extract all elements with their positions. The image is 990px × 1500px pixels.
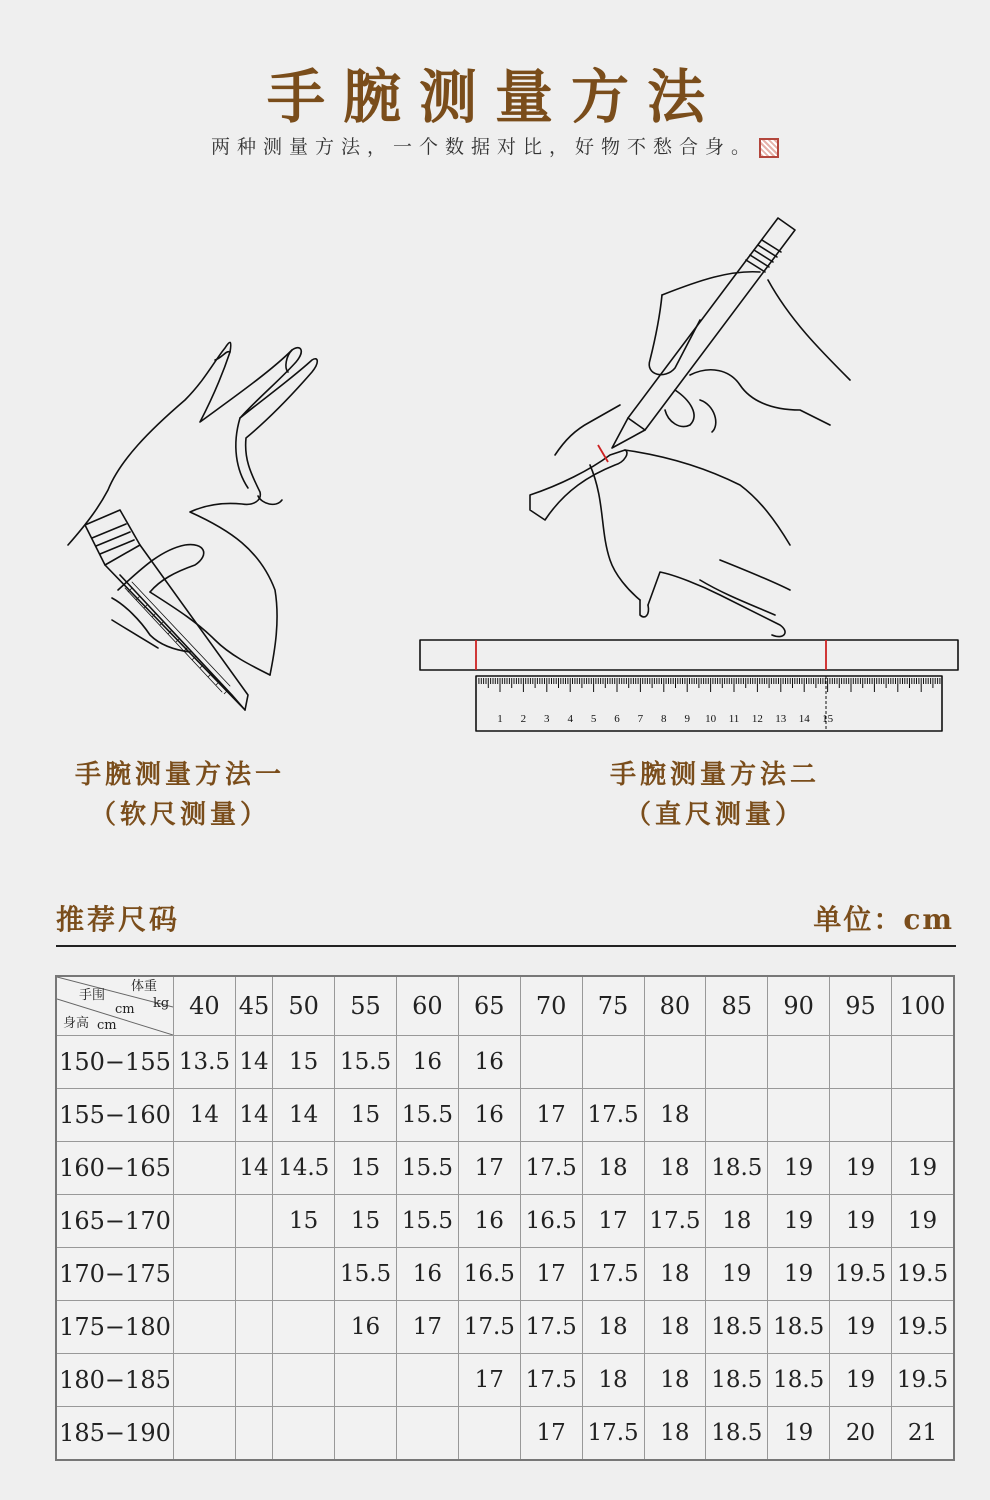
wrist-size-cell: 16 — [458, 1089, 520, 1142]
wrist-size-cell: 16 — [397, 1248, 459, 1301]
method-one-note: （软尺测量） — [89, 800, 270, 830]
section-divider — [56, 945, 956, 947]
ruler-tick-label: 12 — [751, 713, 763, 725]
wrist-size-cell — [174, 1301, 236, 1354]
wrist-size-cell: 19.5 — [892, 1354, 955, 1407]
corner-weight-unit: kg — [153, 996, 170, 1011]
ruler-tick-label: 4 — [567, 713, 573, 725]
wrist-size-cell: 19 — [830, 1301, 892, 1354]
ruler-tick-label: 3 — [544, 713, 550, 725]
wrist-size-cell: 14.5 — [273, 1142, 335, 1195]
ruler-tick-label: 2 — [520, 713, 527, 725]
wrist-size-cell: 18 — [644, 1407, 706, 1461]
ruler-tick-label: 1 — [497, 713, 503, 725]
wrist-size-cell: 20 — [830, 1407, 892, 1461]
wrist-size-cell: 17.5 — [582, 1407, 644, 1461]
wrist-size-cell: 15 — [335, 1089, 397, 1142]
wrist-size-cell: 16 — [458, 1195, 520, 1248]
wrist-size-cell: 19.5 — [892, 1301, 955, 1354]
wrist-size-cell — [174, 1195, 236, 1248]
height-range-cell: 175−180 — [56, 1301, 174, 1354]
ruler-tick-label: 11 — [728, 713, 740, 725]
wrist-size-cell: 18.5 — [706, 1142, 768, 1195]
wrist-size-cell — [520, 1036, 582, 1089]
wrist-size-cell: 14 — [235, 1142, 272, 1195]
size-table-header-row — [56, 976, 954, 1036]
size-table — [55, 975, 955, 1461]
wrist-size-cell: 18 — [644, 1248, 706, 1301]
weight-header-cell: 75 — [582, 976, 644, 1036]
subtitle-text: 两种测量方法，一个数据对比，好物不愁合身。 — [210, 136, 757, 158]
height-range-cell: 160−165 — [56, 1142, 174, 1195]
ruler-tick-label: 6 — [614, 713, 620, 725]
corner-weight-label: 体重 — [131, 979, 158, 994]
wrist-size-cell: 17 — [397, 1301, 459, 1354]
corner-wrist-label: 手围 — [79, 988, 106, 1003]
wrist-size-cell: 18.5 — [706, 1407, 768, 1461]
wrist-size-cell — [892, 1036, 955, 1089]
wrist-size-cell — [830, 1089, 892, 1142]
wrist-size-cell: 16 — [458, 1036, 520, 1089]
wrist-size-cell: 15 — [273, 1195, 335, 1248]
wrist-size-cell: 15.5 — [397, 1142, 459, 1195]
wrist-size-cell: 19 — [768, 1195, 830, 1248]
wrist-size-cell — [174, 1354, 236, 1407]
weight-header-cell: 55 — [335, 976, 397, 1036]
measurement-illustrations — [0, 200, 990, 740]
wrist-size-cell: 18.5 — [706, 1354, 768, 1407]
weight-header-cell: 50 — [273, 976, 335, 1036]
wrist-size-cell: 15 — [273, 1036, 335, 1089]
ruler-tick-label: 9 — [684, 713, 690, 725]
weight-header-cell: 100 — [892, 976, 955, 1036]
wrist-size-cell: 15.5 — [335, 1248, 397, 1301]
weight-header-cell: 85 — [706, 976, 768, 1036]
wrist-size-cell: 15 — [335, 1142, 397, 1195]
ruler-tick-label: 8 — [661, 713, 667, 725]
ruler-tick-label: 15 — [822, 713, 834, 725]
table-row — [56, 1142, 954, 1195]
height-range-cell: 165−170 — [56, 1195, 174, 1248]
wrist-size-cell — [235, 1354, 272, 1407]
wrist-size-cell — [273, 1301, 335, 1354]
table-row — [56, 1248, 954, 1301]
ruler-tick-label: 5 — [590, 713, 597, 725]
wrist-size-cell — [273, 1407, 335, 1461]
wrist-size-cell: 18 — [582, 1301, 644, 1354]
ruler-illustration — [420, 218, 958, 731]
height-range-cell: 155−160 — [56, 1089, 174, 1142]
wrist-size-cell: 19 — [768, 1248, 830, 1301]
table-row — [56, 1407, 954, 1461]
wrist-size-cell: 17.5 — [582, 1248, 644, 1301]
ruler-tick-label: 10 — [705, 713, 717, 725]
weight-header-cell: 40 — [174, 976, 236, 1036]
wrist-size-cell: 18 — [644, 1354, 706, 1407]
method-two-note: （直尺测量） — [624, 800, 805, 830]
wrist-size-cell: 14 — [235, 1089, 272, 1142]
table-row — [56, 1036, 954, 1089]
method-one-title: 手腕测量方法一 — [74, 760, 285, 790]
wrist-size-cell: 17.5 — [582, 1089, 644, 1142]
weight-header-cell: 80 — [644, 976, 706, 1036]
height-range-cell: 170−175 — [56, 1248, 174, 1301]
wrist-size-cell — [830, 1036, 892, 1089]
wrist-size-cell: 19 — [892, 1142, 955, 1195]
wrist-size-cell: 17.5 — [520, 1301, 582, 1354]
corner-height-label: 身高 — [63, 1016, 90, 1031]
wrist-size-cell: 15.5 — [397, 1195, 459, 1248]
wrist-size-cell: 17.5 — [458, 1301, 520, 1354]
wrist-size-cell — [335, 1354, 397, 1407]
wrist-size-cell — [582, 1036, 644, 1089]
weight-header-cell: 90 — [768, 976, 830, 1036]
wrist-size-cell: 18 — [706, 1195, 768, 1248]
wrist-size-cell — [235, 1407, 272, 1461]
wrist-size-cell: 18 — [644, 1089, 706, 1142]
page-subtitle — [0, 132, 990, 159]
wrist-size-cell — [458, 1407, 520, 1461]
table-row — [56, 1301, 954, 1354]
wrist-size-cell: 18 — [644, 1301, 706, 1354]
wrist-size-cell — [235, 1301, 272, 1354]
wrist-size-cell — [235, 1195, 272, 1248]
weight-header-cell: 45 — [235, 976, 272, 1036]
wrist-size-cell: 16 — [335, 1301, 397, 1354]
wrist-size-cell: 17 — [520, 1089, 582, 1142]
wrist-size-cell: 14 — [273, 1089, 335, 1142]
wrist-size-cell — [706, 1036, 768, 1089]
wrist-size-cell: 19 — [768, 1142, 830, 1195]
wrist-size-cell: 17 — [582, 1195, 644, 1248]
corner-height-unit: cm — [97, 1018, 117, 1033]
wrist-size-cell: 19 — [768, 1407, 830, 1461]
wrist-size-cell: 17.5 — [520, 1142, 582, 1195]
corner-wrist-unit: cm — [115, 1002, 135, 1017]
wrist-size-cell: 19 — [892, 1195, 955, 1248]
wrist-size-cell — [397, 1407, 459, 1461]
wrist-size-cell: 17 — [458, 1354, 520, 1407]
wrist-size-cell — [273, 1354, 335, 1407]
wrist-size-cell: 19 — [830, 1195, 892, 1248]
wrist-size-cell: 17.5 — [644, 1195, 706, 1248]
wrist-size-cell — [397, 1354, 459, 1407]
wrist-size-cell: 19.5 — [830, 1248, 892, 1301]
weight-header-cell: 60 — [397, 976, 459, 1036]
wrist-size-cell: 21 — [892, 1407, 955, 1461]
wrist-size-cell — [706, 1089, 768, 1142]
wrist-size-cell: 17 — [520, 1248, 582, 1301]
height-range-cell: 185−190 — [56, 1407, 174, 1461]
ruler-tick-label: 7 — [637, 713, 644, 725]
wrist-size-cell: 19 — [830, 1354, 892, 1407]
table-row — [56, 1195, 954, 1248]
wrist-size-cell: 17 — [520, 1407, 582, 1461]
wrist-size-cell — [174, 1407, 236, 1461]
wrist-size-cell — [892, 1089, 955, 1142]
method-one-caption — [40, 755, 320, 835]
table-row — [56, 1089, 954, 1142]
seal-stamp-icon — [759, 138, 779, 158]
weight-header-cell: 95 — [830, 976, 892, 1036]
wrist-size-cell: 16.5 — [458, 1248, 520, 1301]
table-corner-cell — [56, 976, 174, 1036]
height-range-cell: 150−155 — [56, 1036, 174, 1089]
wrist-size-cell: 19 — [706, 1248, 768, 1301]
size-section-title: 推荐尺码 — [56, 903, 181, 936]
wrist-size-cell: 13.5 — [174, 1036, 236, 1089]
wrist-size-cell: 18.5 — [706, 1301, 768, 1354]
wrist-size-cell: 14 — [174, 1089, 236, 1142]
wrist-size-cell — [644, 1036, 706, 1089]
soft-tape-illustration — [68, 342, 317, 710]
wrist-size-cell — [235, 1248, 272, 1301]
ruler-tick-label: 14 — [798, 713, 810, 725]
wrist-size-cell — [174, 1248, 236, 1301]
wrist-size-cell: 14 — [235, 1036, 272, 1089]
ruler-labels — [497, 713, 833, 725]
wrist-size-cell — [768, 1036, 830, 1089]
page-title: 手腕测量方法 — [266, 63, 723, 131]
wrist-size-cell: 17.5 — [520, 1354, 582, 1407]
method-two-title: 手腕测量方法二 — [609, 760, 820, 790]
size-unit-label: 单位：cm — [813, 903, 954, 936]
wrist-size-cell: 15.5 — [397, 1089, 459, 1142]
wrist-size-cell: 15.5 — [335, 1036, 397, 1089]
wrist-size-cell — [335, 1407, 397, 1461]
wrist-size-cell: 17 — [458, 1142, 520, 1195]
wrist-size-cell — [174, 1142, 236, 1195]
wrist-size-cell: 19.5 — [892, 1248, 955, 1301]
ruler-ticks — [479, 678, 940, 692]
wrist-size-cell: 18.5 — [768, 1301, 830, 1354]
wrist-size-cell — [273, 1248, 335, 1301]
wrist-size-cell: 15 — [335, 1195, 397, 1248]
wrist-size-cell — [768, 1089, 830, 1142]
wrist-size-cell: 19 — [830, 1142, 892, 1195]
weight-header-cell: 65 — [458, 976, 520, 1036]
height-range-cell: 180−185 — [56, 1354, 174, 1407]
wrist-size-cell: 18 — [644, 1142, 706, 1195]
method-two-caption — [565, 755, 865, 835]
weight-header-cell: 70 — [520, 976, 582, 1036]
wrist-size-cell: 16.5 — [520, 1195, 582, 1248]
wrist-size-cell: 18 — [582, 1142, 644, 1195]
ruler-tick-label: 13 — [775, 713, 787, 725]
wrist-size-cell: 18.5 — [768, 1354, 830, 1407]
wrist-size-cell: 16 — [397, 1036, 459, 1089]
wrist-size-cell: 18 — [582, 1354, 644, 1407]
table-row — [56, 1354, 954, 1407]
